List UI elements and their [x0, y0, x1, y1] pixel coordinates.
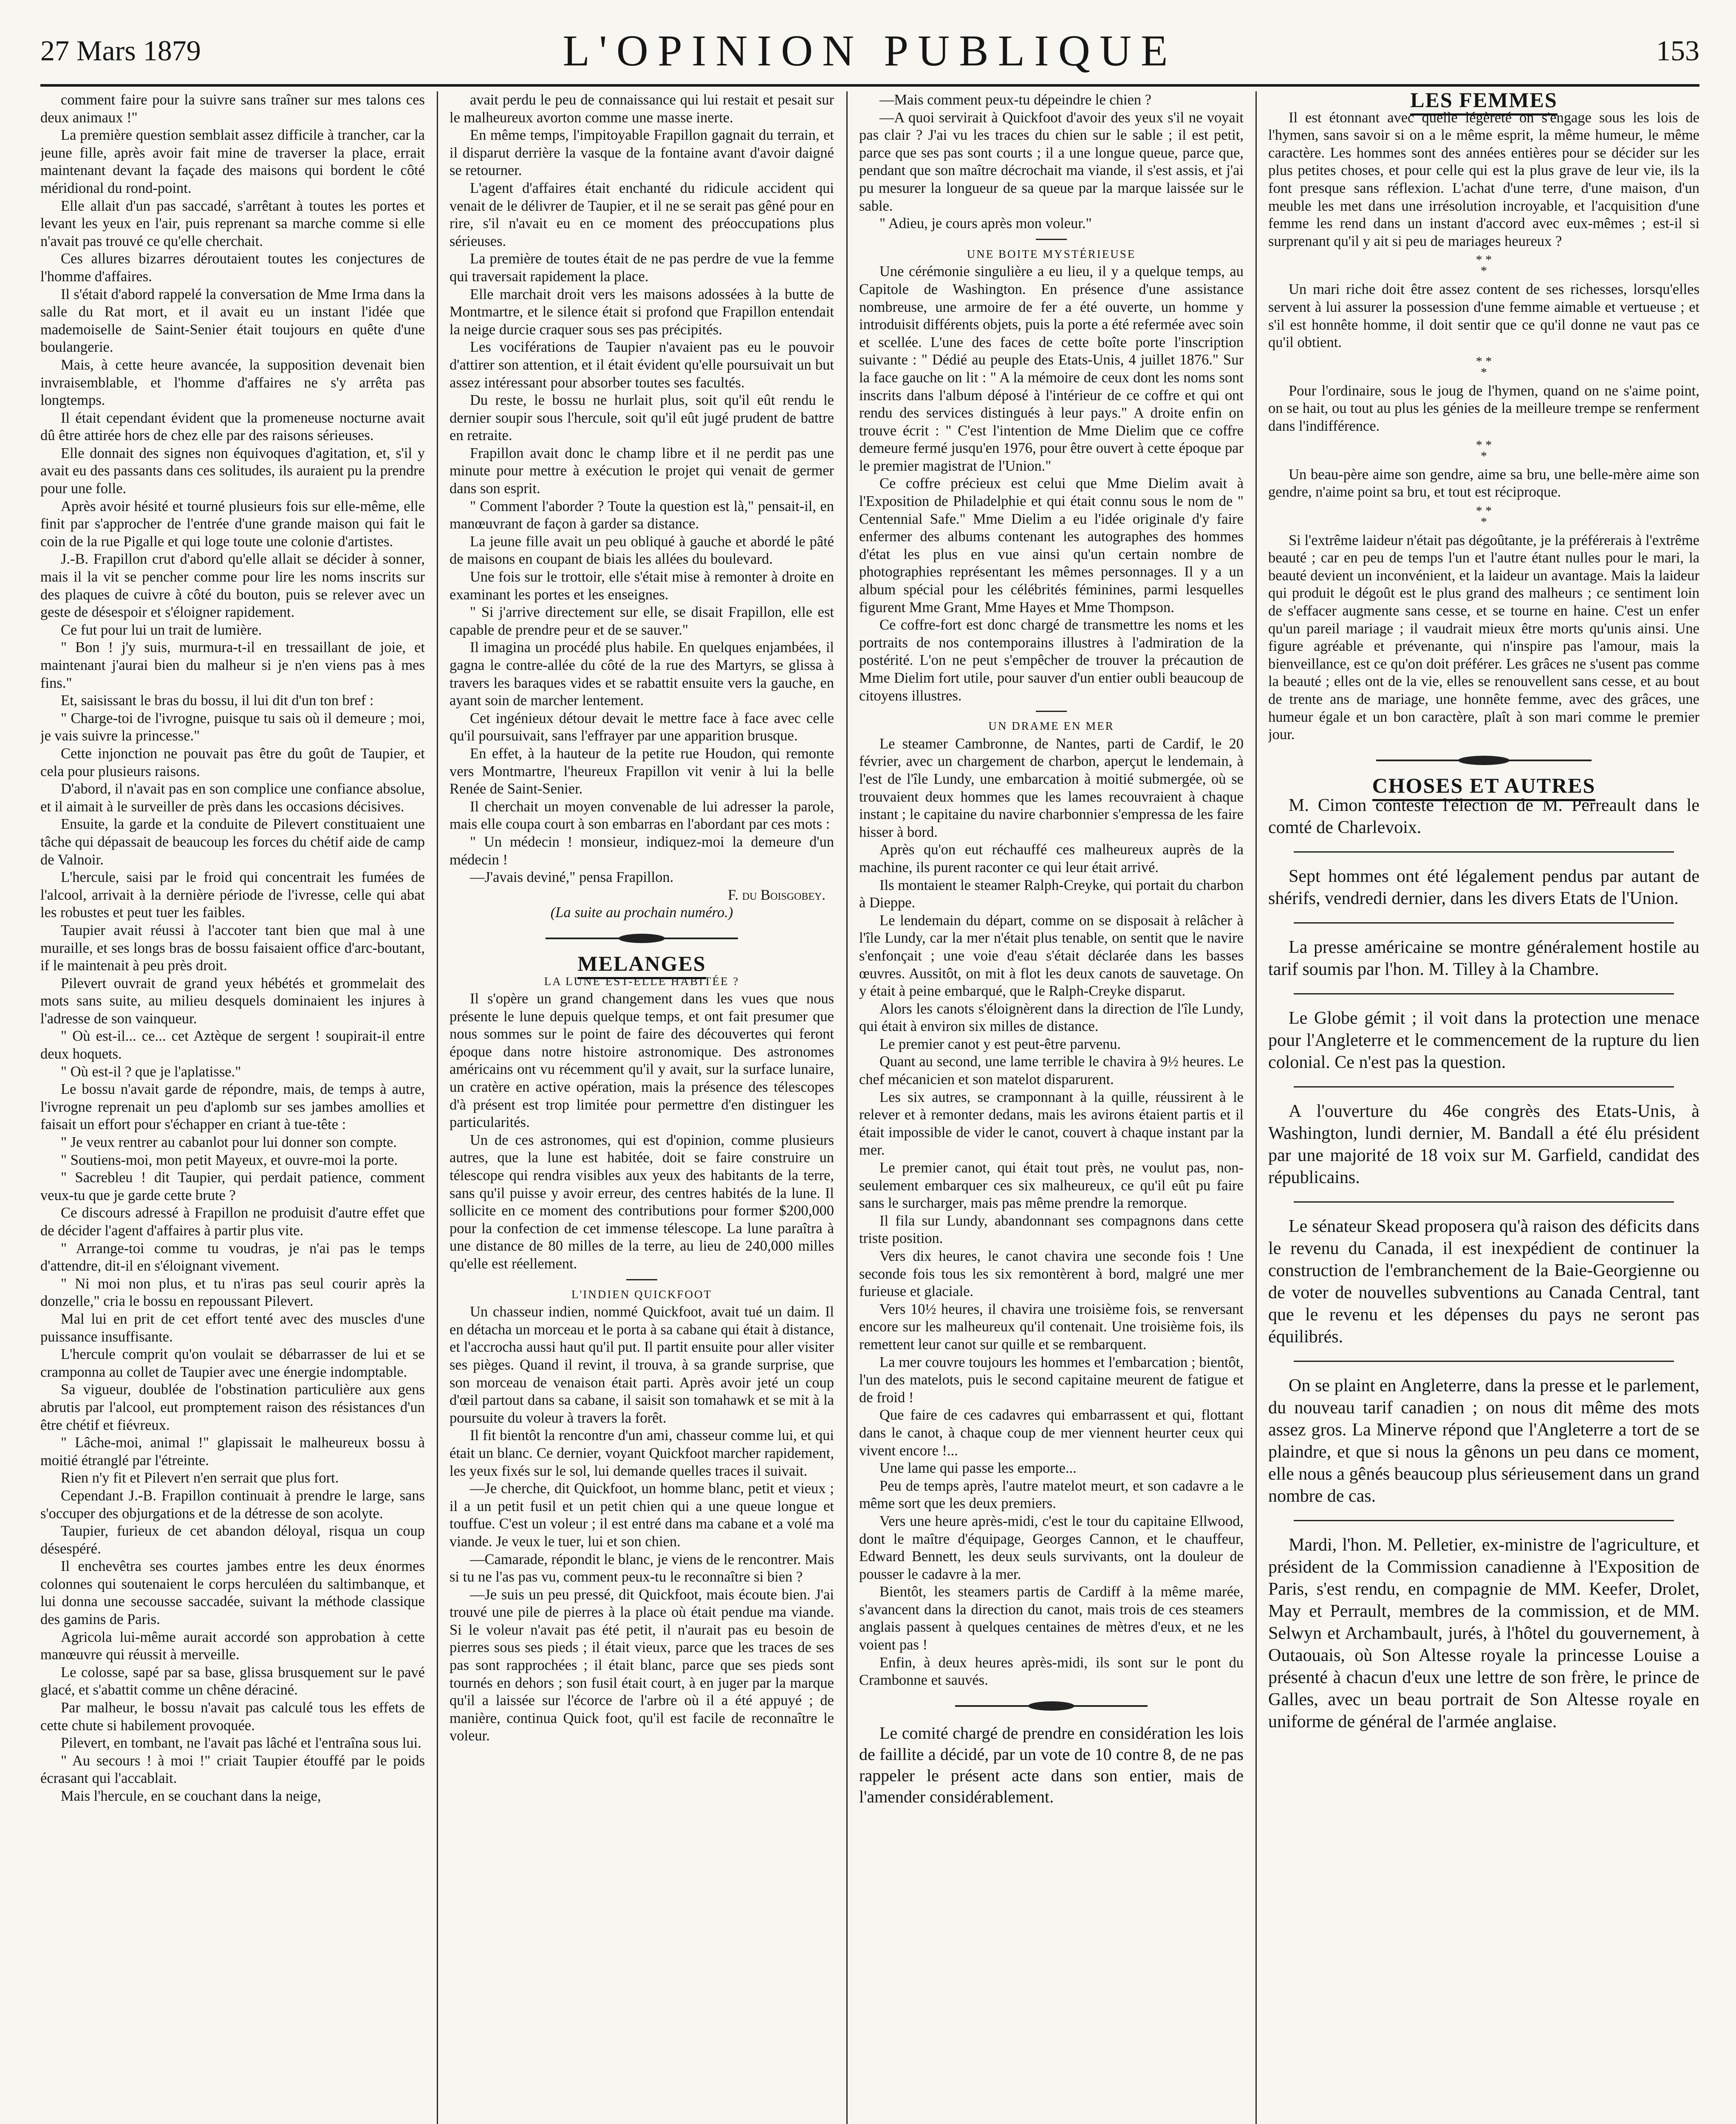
- paragraph: Elle donnait des signes non équivoques d'agitation, et, s'il y avait eu des passants dans ces solitudes, ils auraient pu la prendre pour une folle.: [40, 445, 425, 497]
- paragraph: Par malheur, le bossu n'avait pas calculé tous les effets de cette chute si habilement provoquée.: [40, 1700, 425, 1734]
- paragraph: Le steamer Cambronne, de Nantes, parti de Cardif, le 20 février, avec un chargement de charbon, aperçut le lendemain, à l'est de l'île Lundy, une embarcation à moitié submergée, où se trouvaient deux hommes que les lames recouvraient à chaque instant ; le capitaine du navire charbonnier s'empressa de les faire hisser à bord.: [859, 735, 1244, 840]
- article-title-indien: L'INDIEN QUICKFOOT: [571, 1288, 712, 1301]
- item-divider: [1294, 1201, 1674, 1203]
- column-1: [40, 91, 425, 2124]
- paragraph: " Si j'arrive directement sur elle, se disait Frapillon, elle est capable de prendre peur et de se sauver.": [450, 604, 834, 638]
- paragraph: Bientôt, les steamers partis de Cardiff à la même marée, s'avancent dans la direction du canot, mais trois de ces steamers anglais passent à quelques centaines de mètres d'eux, et ne les voient pas !: [859, 1584, 1244, 1653]
- paragraph: avait perdu le peu de connaissance qui lui restait et pesait sur le malheureux avorton comme une masse inerte.: [450, 92, 834, 126]
- paragraph: Mais l'hercule, en se couchant dans la neige,: [61, 1788, 321, 1804]
- item-divider: [1294, 1520, 1674, 1521]
- short-divider: [859, 705, 1244, 717]
- item-divider: [1294, 993, 1674, 994]
- article-body-indien-end: [859, 91, 1244, 233]
- paragraph: Il fila sur Lundy, abandonnant ses compagnons dans cette triste position.: [859, 1212, 1244, 1247]
- news-item: M. Cimon conteste l'élection de M. Perreault dans le comté de Charlevoix.: [1268, 796, 1699, 838]
- header-rule: [40, 84, 1699, 87]
- paragraph: L'hercule, saisi par le froid qui concentrait les fumées de l'alcool, arrivait à la dernière période de l'ivresse, celle qui abat les robustes et peut tuer les faibles.: [40, 869, 425, 921]
- paragraph: Quant au second, une lame terrible le chavira à 9½ heures. Le chef mécanicien et son matelot disparurent.: [859, 1054, 1244, 1088]
- column-3: [859, 91, 1244, 2124]
- paragraph: —Camarade, répondit le blanc, je viens de le rencontrer. Mais si tu ne l'as pas vu, comment peux-tu le reconnaître si bien ?: [450, 1551, 834, 1585]
- issue-date: 27 Mars 1879: [40, 34, 201, 67]
- paragraph: Ce fut pour lui un trait de lumière.: [61, 621, 262, 638]
- paragraph: Pilevert ouvrait de grand yeux hébétés et grommelait des mots sans suite, au milieu desquels dominaient les injures à l'adresse de son vainqueur.: [40, 975, 425, 1027]
- to-be-continued-note: (La suite au prochain numéro.): [550, 904, 733, 921]
- paragraph: " Sacrebleu ! dit Taupier, qui perdait patience, comment veux-tu que je garde cette brute ?: [40, 1169, 425, 1203]
- paragraph: —J'avais deviné," pensa Frapillon.: [470, 869, 674, 886]
- paragraph: —Je suis un peu pressé, dit Quickfoot, mais écoute bien. J'ai trouvé une pile de pierres à la place où était pendue ma viande. Si le voleur n'avait pas été petit, il n'aurait pas eu besoin de pierres sous ses pieds ; il était vieux, parce que les traces de ses pas sont rapprochées ; il était blanc, parce que ses pieds sont tournés en dehors ; son fusil était court, à en juger par la marque qu'il a laissée sur l'écorce de l'arbre où il a été appuyé ; de manière, continua Quick foot, qu'il est facile de reconnaître le voleur.: [450, 1586, 834, 1744]
- masthead-title: L'OPINION PUBLIQUE: [563, 26, 1177, 75]
- author-signature: F. du Boisgobey.: [728, 887, 826, 903]
- paragraph: Ils montaient le steamer Ralph-Creyke, qui portait du charbon à Dieppe.: [859, 877, 1244, 911]
- paragraph: Sa vigueur, doublée de l'obstination particulière aux gens abrutis par l'alcool, eut promptement raison des résistances d'un être chétif et fiévreux.: [40, 1381, 425, 1433]
- paragraph: Il imagina un procédé plus habile. En quelques enjambées, il gagna le contre-allée du côté de la rue des Martyrs, se glissa à travers les baraques vides et se rabattit ensuite vers la gauche, en ayant soin de marcher lentement.: [450, 639, 834, 709]
- column-divider: [846, 91, 848, 2124]
- paragraph: Frapillon avait donc le champ libre et il ne perdit pas une minute pour mettre à exécution le projet qui venait de germer dans son esprit.: [450, 445, 834, 497]
- item-divider: [1294, 922, 1674, 924]
- paragraph: Le colosse, sapé par sa base, glissa brusquement sur le pavé glacé, et s'abattit comme un chêne déraciné.: [40, 1664, 425, 1698]
- paragraph: Un mari riche doit être assez content de ses richesses, lorsqu'elles servent à lui assurer la possession d'une femme aimable et vertueuse ; et s'il est honnête homme, il doit sentir que ce qu'il donne ne vaut pas ce qu'il obtient.: [1268, 281, 1699, 351]
- paragraph: Alors les canots s'éloignèrent dans la direction de l'île Lundy, qui était à environ six milles de distance.: [859, 1000, 1244, 1035]
- paragraph: " Bon ! j'y suis, murmura-t-il en tressaillant de joie, et maintenant j'aurai bien du malheur si je n'en viens pas à mes fins.": [40, 639, 425, 691]
- paragraph: Pilevert, en tombant, ne l'avait pas lâché et l'entraîna sous lui.: [61, 1735, 421, 1751]
- article-title-drame: UN DRAME EN MER: [988, 720, 1114, 733]
- paragraph: Taupier avait réussi à l'accoter tant bien que mal à une muraille, et ses longs bras de bossu faisaient office d'arc-boutant, if le maintenait à peu près droit.: [40, 922, 425, 974]
- paragraph: —A quoi servirait à Quickfoot d'avoir des yeux s'il ne voyait pas clair ? J'ai vu les traces du chien sur le sable ; il est petit, parce que ses pas sont courts ; il a une longue queue, parce que, pendant que son maître décrochait ma viande, il s'est assis, et j'ai pu mesurer la longueur de sa queue par la marque laissée sur le sable.: [859, 109, 1244, 214]
- paragraph: Si l'extrême laideur n'était pas dégoûtante, je la préférerais à l'extrême beauté ; car en peu de temps l'un et l'autre étant nulles pour le mari, la beauté devient un inconvénient, et la laideur un avantage. Mais la laideur qui produit le dégoût est le plus grand des malheurs ; ce sentiment loin de s'effacer augmente sans cesse, et se tourne en haine. C'est un enfer qu'un pareil mariage ; il vaudrait mieux être morts qu'unis ainsi. Une figure agréable et prévenante, qui n'inspire pas l'amour, mais la bienveillance, est ce qu'on doit préférer. Les grâces ne s'usent pas comme la beauté ; elles ont de la vie, elles se renouvellent sans cesse, et au bout de trente ans de mariage, une honnête femme, avec des grâces, une humeur égale et un bon caractère, plaît à son mari comme le premier jour.: [1268, 532, 1699, 743]
- paragraph: Agricola lui-même aurait accordé son approbation à cette manœuvre qui réussit à merveille.: [40, 1629, 425, 1663]
- paragraph: " Un médecin ! monsieur, indiquez-moi la demeure d'un médecin !: [450, 833, 834, 868]
- paragraph: Après avoir hésité et tourné plusieurs fois sur elle-même, elle finit par s'approcher de l'entrée d'une grande maison qui fait le coin de la rue Pigalle et qui loge toute une colonie d'artistes.: [40, 498, 425, 550]
- paragraph: Il cherchait un moyen convenable de lui adresser la parole, mais elle coupa court à son embarras en l'abordant par ces mots :: [450, 798, 834, 833]
- news-item: A l'ouverture du 46e congrès des Etats-Unis, à Washington, lundi dernier, M. Bandall a été élu président par une majorité de 18 voix sur M. Garfield, candidat des républicains.: [1268, 1102, 1699, 1188]
- paragraph: Une lame qui passe les emporte...: [879, 1460, 1077, 1477]
- paragraph: —Je cherche, dit Quickfoot, un homme blanc, petit et vieux ; il a un petit fusil et un petit chien qui a une queue longue et touffue. C'est un voleur ; il est entré dans ma cabane et a volé ma viande. Je veux le tuer, lui et son chien.: [450, 1480, 834, 1550]
- paragraph: La jeune fille avait un peu obliqué à gauche et abordé le pâté de maisons en coupant de biais les allées du boulevard.: [450, 533, 834, 568]
- article-body-indien: [450, 1303, 834, 1745]
- page-header: [40, 17, 1699, 81]
- paragraph: Cette injonction ne pouvait pas être du goût de Taupier, et cela pour plusieurs raisons.: [40, 745, 425, 780]
- paragraph: " Où est-il ? que je l'aplatisse.": [61, 1063, 241, 1080]
- paragraph: Il s'opère un grand changement dans les vues que nous présente le lune depuis quelque temps, et ont fait presumer que nous sommes sur le point de faire des découvertes qui feront époque dans notre histoire astronomique. Des astronomes américains ont vu récemment qu'il y avait, sur la surface lunaire, un cratère en active opération, mais la présence des télescopes d'à présent est trop limitée pour permettre d'en distinguer les particularités.: [450, 991, 834, 1131]
- paragraph: Ce coffre-fort est donc chargé de transmettre les noms et les portraits de nos contemporains illustres à l'admiration de la postérité. L'on ne peut s'empêcher de trouver la précaution de Mme Dielim fort utile, pour sauver d'un entier oubli beaucoup de citoyens illustres.: [859, 617, 1244, 704]
- column-2: [450, 91, 834, 2124]
- short-divider: [450, 1273, 834, 1286]
- paragraph: Elle marchait droit vers les maisons adossées à la butte de Montmartre, et le silence était si profond que Frapillon entendait la neige durcie craquer sous ses pas précipités.: [450, 286, 834, 338]
- paragraph: Il était cependant évident que la promeneuse nocturne avait dû être attirée hors de chez elle par des raisons sérieuses.: [40, 410, 425, 444]
- paragraph: Un beau-père aime son gendre, aime sa bru, une belle-mère aime son gendre, n'aime point sa bru, et tout est réciproque.: [1268, 466, 1699, 500]
- comite-paragraph: Le comité chargé de prendre en considération les lois de faillite a décidé, par un vote de 10 contre 8, de ne pas rappeler le présent acte dans son entier, mais de l'amender considérablement.: [859, 1723, 1244, 1806]
- short-divider: [859, 233, 1244, 246]
- paragraph: Rien n'y fit et Pilevert n'en serrait que plus fort.: [61, 1470, 339, 1486]
- asterism-separator: * * *: [1476, 503, 1492, 529]
- paragraph: Il fit bientôt la rencontre d'un ami, chasseur comme lui, et qui était un blanc. Ce dernier, voyant Quickfoot marcher rapidement, les yeux fixés sur le sol, lui demande quelles traces il suivait.: [450, 1427, 834, 1479]
- news-item: Sept hommes ont été légalement pendus par autant de shérifs, vendredi dernier, dans les divers Etats de l'Union.: [1268, 867, 1699, 909]
- paragraph: Après qu'on eut réchauffé ces malheureux auprès de la machine, ils purent raconter ce qui leur était arrivé.: [859, 842, 1244, 876]
- paragraph: Les vociférations de Taupier n'avaient pas eu le pouvoir d'attirer son attention, et il était évident qu'elle poursuivait un but assez intéressant pour absorber toutes ses facultés.: [450, 339, 834, 391]
- ornament-rule: [1268, 751, 1699, 770]
- paragraph: Ce coffre précieux est celui que Mme Dielim avait à l'Exposition de Philadelphie et qui était connu sous le nom de " Centennial Safe." Mme Dielim a eu l'idée originale d'y faire enfermer des albums contenant les autographes des hommes d'état les plus en vue ainsi qu'un certain nombre de photographies représentant les mêmes personnages. Il y a un album spécial pour les célébrités féminines, parmi lesquelles figurent Mme Grant, Mme Hayes et Mme Thompson.: [859, 475, 1244, 616]
- paragraph: Les six autres, se cramponnant à la quille, réussirent à le relever et à remonter dedans, mais les avirons étaient partis et il était impossible de vider le canot, couvert à chaque instant par la mer.: [859, 1089, 1244, 1158]
- article-title-lune: LA LUNE EST-ELLE HABITÉE ?: [544, 974, 740, 988]
- page-number: 153: [1656, 34, 1699, 67]
- news-item: Le Globe gémit ; il voit dans la protection une menace pour l'Angleterre et le commencement de la rupture du lien colonial. Ce n'est pas la question.: [1268, 1008, 1699, 1073]
- news-item: Mardi, l'hon. M. Pelletier, ex-ministre de l'agriculture, et président de la Commission canadienne à l'Exposition de Paris, s'est rendu, en compagnie de MM. Keefer, Drolet, May et Perrault, membres de la commission, et de MM. Selwyn et Archambault, jurés, à l'hôtel du gouvernement, à Outaouais, où Son Altesse royale la princesse Louise a présenté à chacun d'eux une lettre de son frère, le prince de Galles, avec un beau portrait de Son Altesse royale en uniforme de général de l'armée anglaise.: [1268, 1535, 1699, 1732]
- asterism-separator: * * *: [1476, 438, 1492, 463]
- paragraph: Il s'était d'abord rappelé la conversation de Mme Irma dans la salle du Rat mort, et il avait eu un instant l'idée que mademoiselle de Saint-Senier était toujours en quête d'une boulangerie.: [40, 286, 425, 356]
- article-body-drame: [859, 735, 1244, 1689]
- paragraph: " Soutiens-moi, mon petit Mayeux, et ouvre-moi la porte.: [61, 1152, 398, 1168]
- paragraph: En même temps, l'impitoyable Frapillon gagnait du terrain, et il disparut derrière la vasque de la fontaine avant d'avoir daigné se retourner.: [450, 127, 834, 179]
- asterism-separator: * * *: [1476, 253, 1492, 278]
- paragraph: Cependant J.-B. Frapillon continuait à prendre le large, sans s'occuper des objurgations et de la détresse de son acolyte.: [40, 1487, 425, 1522]
- paragraph: Le lendemain du départ, comme on se disposait à relâcher à l'île Lundy, car la mer n'était plus tenable, on sentit que le navire s'enfonçait ; une voie d'eau s'était déclarée dans les basses œuvres. Aussitôt, on mit à flot les deux canots de sauvetage. On y était à peine embarqué, que le Ralph-Creyke disparut.: [859, 912, 1244, 1000]
- paragraph: Ces allures bizarres déroutaient toutes les conjectures de l'homme d'affaires.: [40, 251, 425, 285]
- paragraph: Mal lui en prit de cet effort tenté avec des muscles d'une puissance insuffisante.: [40, 1311, 425, 1345]
- section-title-femmes: LES FEMMES: [1268, 91, 1699, 109]
- paragraph: Il est étonnant avec quelle légèreté on s'engage sous les lois de l'hymen, sans savoir si on a le même esprit, la même humeur, le même caractère. Les hommes sont des années entières pour se décider sur les plus petites choses, et pour celle qui est la plus grave de leur vie, ils la font presque sans réflexion. L'achat d'une terre, d'une maison, d'un meuble les met dans une irrésolution incroyable, et l'acquisition d'une femme les rend dans un instant d'accord avec eux-mêmes ; est-il si surprenant qu'il y ait si peu de mariages heureux ?: [1268, 109, 1699, 249]
- paragraph: D'abord, il n'avait pas en son complice une confiance absolue, et il aimait à le surveiller de près dans les occasions décisives.: [40, 781, 425, 815]
- paragraph: " Lâche-moi, animal !" glapissait le malheureux bossu à moitié étranglé par l'étreinte.: [40, 1435, 425, 1469]
- news-item: Le sénateur Skead proposera qu'à raison des déficits dans le revenu du Canada, il est inexpédient de continuer la construction de l'embranchement de la Baie-Georgienne ou de voter de nouvelles subventions au Canada Central, tant que le revenu et les dépenses du pays ne seront pas équilibrés.: [1268, 1217, 1699, 1347]
- feuilleton-continuation: [450, 91, 834, 887]
- section-title-melanges: MELANGES: [450, 955, 834, 973]
- ornament-rule: [450, 929, 834, 948]
- paragraph: Le premier canot, qui était tout près, ne voulut pas, non-seulement embarquer ces six malheureux, ce qu'il eût pu faire sans le surcharger, mais pas même prendre la remorque.: [859, 1160, 1244, 1212]
- paragraph: Une cérémonie singulière a eu lieu, il y a quelque temps, au Capitole de Washington. En présence d'une assistance nombreuse, une armoire de fer a été ouverte, un homme y introduisit différents objets, puis la porte a été refermée avec soin et scellée. L'une des faces de cette boîte porte l'inscription suivante : " Dédié au peuple des Etats-Unis, 4 juillet 1876." Sur la face gauche on lit : " A la mémoire de ceux dont les noms sont inscrits dans l'album déposé à l'intérieur de ce coffre et qui ont rendu des services distingués à leur pays." A droite enfin on trouve écrit : " C'est l'intention de Mme Dielim que ce coffre demeure fermé jusqu'en 1976, pour être ouvert à cette époque par le premier magistrat de l'Union.": [859, 263, 1244, 474]
- paragraph: Du reste, le bossu ne hurlait plus, soit qu'il eût rendu le dernier soupir sous l'hercule, soit qu'il eût jugé prudent de battre en retraite.: [450, 392, 834, 444]
- column-divider: [437, 91, 438, 2124]
- paragraph: " Ni moi non plus, et tu n'iras pas seul courir après la donzelle," cria le bossu en repoussant Pilevert.: [40, 1275, 425, 1310]
- paragraph: comment faire pour la suivre sans traîner sur mes talons ces deux animaux !": [40, 92, 425, 126]
- article-body-femmes: [1268, 109, 1699, 744]
- article-body-boite: [859, 263, 1244, 705]
- news-item: On se plaint en Angleterre, dans la presse et le parlement, du nouveau tarif canadien ; on nous dit même des mots assez gros. La Minerve répond que l'Angleterre a tort de se plaindre, et que si nous la gênons un peu dans ce moment, elle nous a gênés beaucoup plus sérieusement dans un grand nombre de cas.: [1268, 1376, 1699, 1506]
- paragraph: —Mais comment peux-tu dépeindre le chien ?: [879, 92, 1151, 108]
- asterism-separator: * * *: [1476, 354, 1492, 379]
- item-divider: [1294, 1361, 1674, 1362]
- paragraph: " Arrange-toi comme tu voudras, je n'ai pas le temps d'attendre, dit-il en s'éloignant vivement.: [40, 1240, 425, 1274]
- paragraph: Vers dix heures, le canot chavira une seconde fois ! Une seconde fois tous les six remontèrent à bord, malgré une mer furieuse et glaciale.: [859, 1248, 1244, 1300]
- article-title-boite: UNE BOITE MYSTÉRIEUSE: [967, 247, 1136, 260]
- paragraph: Une fois sur le trottoir, elle s'était mise à remonter à droite en examinant les portes et les enseignes.: [450, 569, 834, 603]
- paragraph: Vers une heure après-midi, c'est le tour du capitaine Ellwood, dont le maître d'équipage, Georges Cannon, et le chauffeur, Edward Bennett, les deux seuls survivants, ont la douleur de pousser le cadavre à la mer.: [859, 1513, 1244, 1582]
- column-divider: [1255, 91, 1257, 2124]
- paragraph: Le bossu n'avait garde de répondre, mais, de temps à autre, l'ivrogne reprenait un peu d'aplomb sur ses jambes amollies et faisait un effort pour s'échapper en criant à tue-tête :: [40, 1081, 425, 1133]
- news-item: La presse américaine se montre généralement hostile au tarif soumis par l'hon. M. Tilley à la Chambre.: [1268, 938, 1699, 980]
- paragraph: Le premier canot y est peut-être parvenu.: [879, 1036, 1121, 1052]
- article-body-lune: [450, 990, 834, 1273]
- paragraph: La première question semblait assez difficile à trancher, car la jeune fille, après avoir fait mine de traverser la place, errait maintenant devant la façade des maisons qui bordent le côté méridional du rond-point.: [40, 127, 425, 196]
- paragraph: Un chasseur indien, nommé Quickfoot, avait tué un daim. Il en détacha un morceau et le porta à sa cabane qui était à distance, et l'accrocha aussi haut qu'il put. Il partit ensuite pour aller visiter ses pièges. Quand il revint, il trouva, à sa grande surprise, que son morceau de venaison était parti. Après avoir jeté un coup d'œil partout dans sa cabane, il saisit son tomahawk et se mit à la poursuite du voleur à travers la forêt.: [450, 1304, 834, 1426]
- column-4: [1268, 91, 1699, 2124]
- paragraph: Enfin, à deux heures après-midi, ils sont sur le pont du Crambonne et sauvés.: [859, 1654, 1244, 1689]
- paragraph: Ensuite, la garde et la conduite de Pilevert constituaient une tâche qui dépassait de beaucoup les forces du chétif aide de camp de Valnoir.: [40, 816, 425, 868]
- paragraph: " Comment l'aborder ? Toute la question est là," pensait-il, en manœuvrant de façon à garder sa distance.: [450, 498, 834, 532]
- item-divider: [1294, 1086, 1674, 1087]
- paragraph: " Je veux rentrer au cabanlot pour lui donner son compte.: [61, 1134, 397, 1151]
- paragraph: " Où est-il... ce... cet Aztèque de sergent ! soupirait-il entre deux hoquets.: [40, 1028, 425, 1062]
- paragraph: La première de toutes était de ne pas perdre de vue la femme qui traversait rapidement la place.: [450, 251, 834, 285]
- paragraph: Mais, à cette heure avancée, la supposition devenait bien invraisemblable, et l'homme d'affaires ne s'y arrêta pas longtemps.: [40, 356, 425, 409]
- paragraph: " Au secours ! à moi !" criait Taupier étouffé par le poids écrasant qui l'accablait.: [40, 1752, 425, 1787]
- paragraph: Que faire de ces cadavres qui embarrassent et qui, flottant dans le canot, à chaque coup de mer viennent heurter ceux qui vivent encore !...: [859, 1407, 1244, 1459]
- paragraph: Cet ingénieux détour devait le mettre face à face avec celle qu'il poursuivait, sans l'effrayer par une apparition brusque.: [450, 710, 834, 744]
- paragraph: Ce discours adressé à Frapillon ne produisit d'autre effet que de décider l'agent d'affaires à partir plus vite.: [40, 1205, 425, 1239]
- paragraph: Peu de temps après, l'autre matelot meurt, et son cadavre a le même sort que les deux premiers.: [859, 1477, 1244, 1512]
- paragraph: Un de ces astronomes, qui est d'opinion, comme plusieurs autres, que la lune est habitée, doit se faire construire un télescope qui rendra visibles aux yeux des habitants de la terre, sans qu'il puisse y avoir erreur, des centres habités de la lune. Il sollicite en ce moment des contributions pour former $200,000 pour la confection de cet immense télescope. La lune paraîtra à une distance de 80 milles de la terre, au lieu de 240,000 milles qu'elle est réellement.: [450, 1132, 834, 1272]
- paragraph: L'hercule comprit qu'on voulait se débarrasser de lui et se cramponna au collet de Taupier avec une énergie indomptable.: [40, 1346, 425, 1380]
- paragraph: Pour l'ordinaire, sous le joug de l'hymen, quand on ne s'aime point, on se hait, ou tout au plus les génies de la meilleure trempe se renferment dans l'indifférence.: [1268, 382, 1699, 434]
- paragraph: Vers 10½ heures, il chavira une troisième fois, se renversant encore sur les malheureux qu'il contenait. Une troisième fois, ils remettent leur canot sur quille et se rembarquent.: [859, 1301, 1244, 1353]
- item-divider: [1294, 851, 1674, 853]
- paragraph: " Charge-toi de l'ivrogne, puisque tu sais où il demeure ; moi, je vais suivre la princesse.": [40, 710, 425, 744]
- paragraph: Il enchevêtra ses courtes jambes entre les deux énormes colonnes qui soutenaient le corps herculéen du saltimbanque, et lui donna une secousse saccadée, suivant la méthode classique des gamins de Paris.: [40, 1558, 425, 1628]
- paragraph: " Adieu, je cours après mon voleur.": [879, 215, 1092, 232]
- paragraph: En effet, à la hauteur de la petite rue Houdon, qui remonte vers Montmartre, l'heureux Frapillon vit venir à lui la belle Renée de Saint-Senier.: [450, 745, 834, 797]
- paragraph: J.-B. Frapillon crut d'abord qu'elle allait se décider à sonner, mais il la vit se pencher comme pour lire les noms inscrits sur des plaques de cuivre à côté du bouton, puis se relever avec un geste de désespoir et s'éloigner rapidement.: [40, 551, 425, 621]
- paragraph: Et, saisissant le bras du bossu, il lui dit d'un ton bref :: [61, 692, 374, 709]
- paragraph: Elle allait d'un pas saccadé, s'arrêtant à toutes les portes et levant les yeux en l'air, puis reprenant sa marche comme si elle n'avait pas trouvé ce qu'elle cherchait.: [40, 198, 425, 249]
- section-title-choses: CHOSES ET AUTRES: [1268, 777, 1699, 795]
- news-items: [1268, 794, 1699, 1733]
- ornament-rule: [859, 1696, 1244, 1716]
- paragraph: La mer couvre toujours les hommes et l'embarcation ; bientôt, l'un des matelots, puis le second capitaine meurent de fatigue et de froid !: [859, 1354, 1244, 1406]
- paragraph: Taupier, furieux de cet abandon déloyal, risqua un coup désespéré.: [40, 1523, 425, 1557]
- paragraph: L'agent d'affaires était enchanté du ridicule accident qui venait de le délivrer de Taupier, et il ne se serait pas gêné pour en rire, s'il n'avait eu en ce moment des préoccupations plus sérieuses.: [450, 180, 834, 249]
